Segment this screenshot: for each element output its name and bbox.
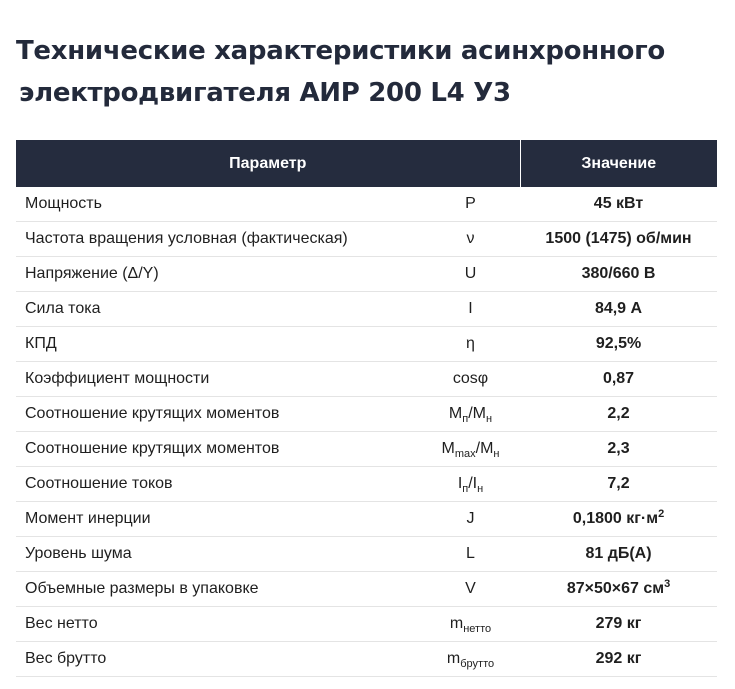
parameter-value [520, 397, 717, 432]
value-superscript: 3 [664, 578, 671, 590]
parameter-name: Вес брутто [16, 642, 421, 677]
table-row [16, 432, 717, 467]
parameter-value [520, 362, 717, 397]
page-title [16, 30, 716, 114]
parameter-symbol [421, 327, 520, 362]
symbol-main: m [449, 615, 464, 632]
symbol-divisor: /I [468, 475, 478, 492]
parameter-symbol [421, 257, 520, 292]
symbol-subscript: брутто [460, 658, 495, 670]
value-text: 380/660 В [581, 265, 656, 282]
parameter-value [520, 327, 717, 362]
value-text: 0,1800 кг·м [572, 510, 659, 527]
parameter-symbol [421, 502, 520, 537]
parameter-name: Коэффициент мощности [16, 362, 421, 397]
parameter-name: Вес нетто [16, 607, 421, 642]
parameter-symbol [421, 537, 520, 572]
parameter-name: Напряжение (Δ/Y) [16, 257, 421, 292]
parameter-symbol [421, 187, 520, 222]
value-text: 2,2 [607, 405, 630, 422]
parameter-name: Частота вращения условная (фактическая) [16, 222, 421, 257]
parameter-value [520, 467, 717, 502]
symbol-main: ν [466, 230, 475, 247]
parameter-value [520, 502, 717, 537]
parameter-value [520, 257, 717, 292]
symbol-main: cosφ [452, 370, 489, 387]
symbol-main: J [466, 510, 475, 527]
table-row [16, 292, 717, 327]
parameter-value [520, 572, 717, 607]
symbol-subscript: нетто [463, 623, 492, 635]
table-row [16, 572, 717, 607]
symbol-subscript: н [486, 413, 493, 425]
table-row [16, 642, 717, 677]
symbol-divisor: /M [468, 405, 486, 422]
symbol-subscript: н [493, 448, 500, 460]
value-text: 87×50×67 см [566, 580, 665, 597]
symbol-main: m [446, 650, 461, 667]
parameter-name: Уровень шума [16, 537, 421, 572]
symbol-main: V [465, 580, 476, 597]
symbol-main: I [457, 475, 463, 492]
symbol-main: I [468, 300, 473, 317]
parameter-name: Соотношение токов [16, 467, 421, 502]
parameter-symbol [421, 292, 520, 327]
table-header-row [16, 140, 717, 187]
parameter-symbol [421, 467, 520, 502]
parameter-name: Момент инерции [16, 502, 421, 537]
table-row [16, 467, 717, 502]
value-text: 45 кВт [593, 195, 644, 212]
symbol-main: M [448, 405, 463, 422]
value-text: 279 кг [595, 615, 642, 632]
parameter-name: Мощность [16, 187, 421, 222]
value-text: 84,9 А [594, 300, 643, 317]
symbol-main: M [441, 440, 455, 457]
value-text: 92,5% [595, 335, 642, 352]
parameter-value [520, 642, 717, 677]
value-text: 81 дБ(А) [585, 545, 652, 562]
symbol-main: U [464, 265, 477, 282]
table-row [16, 222, 717, 257]
parameter-name: Сила тока [16, 292, 421, 327]
parameter-symbol [421, 607, 520, 642]
table-row [16, 327, 717, 362]
parameter-name: Объемные размеры в упаковке [16, 572, 421, 607]
page-title-line-1: Технические характеристики асинхронного [16, 36, 665, 66]
page-title-line-2: электродвигателя АИР 200 L4 У3 [19, 78, 511, 108]
column-header-parameter: Параметр [16, 140, 520, 187]
symbol-subscript: max [454, 448, 476, 460]
parameter-value [520, 222, 717, 257]
parameter-symbol [421, 432, 520, 467]
parameter-value [520, 292, 717, 327]
parameter-value [520, 432, 717, 467]
value-text: 7,2 [607, 475, 630, 492]
symbol-subscript: н [477, 483, 484, 495]
parameter-value [520, 607, 717, 642]
specifications-table [16, 140, 717, 677]
value-superscript: 2 [658, 508, 665, 520]
parameter-name: Соотношение крутящих моментов [16, 397, 421, 432]
value-text: 0,87 [602, 370, 635, 387]
parameter-value [520, 187, 717, 222]
table-row [16, 257, 717, 292]
value-text: 2,3 [607, 440, 630, 457]
value-text: 292 кг [595, 650, 642, 667]
parameter-symbol [421, 397, 520, 432]
parameter-symbol [421, 362, 520, 397]
table-row [16, 362, 717, 397]
symbol-main: η [466, 335, 475, 352]
parameter-value [520, 537, 717, 572]
parameter-symbol [421, 642, 520, 677]
parameter-name: Соотношение крутящих моментов [16, 432, 421, 467]
symbol-main: L [466, 545, 475, 562]
value-text: 1500 (1475) об/мин [545, 230, 692, 247]
table-row [16, 537, 717, 572]
symbol-divisor: /M [475, 440, 494, 457]
column-header-value: Значение [520, 140, 717, 187]
table-row [16, 607, 717, 642]
symbol-subscript: п [462, 483, 469, 495]
table-row [16, 187, 717, 222]
symbol-subscript: п [462, 413, 469, 425]
symbol-main: P [465, 195, 476, 212]
table-body [16, 187, 717, 677]
parameter-symbol [421, 572, 520, 607]
parameter-symbol [421, 222, 520, 257]
table-row [16, 397, 717, 432]
table-row [16, 502, 717, 537]
parameter-name: КПД [16, 327, 421, 362]
